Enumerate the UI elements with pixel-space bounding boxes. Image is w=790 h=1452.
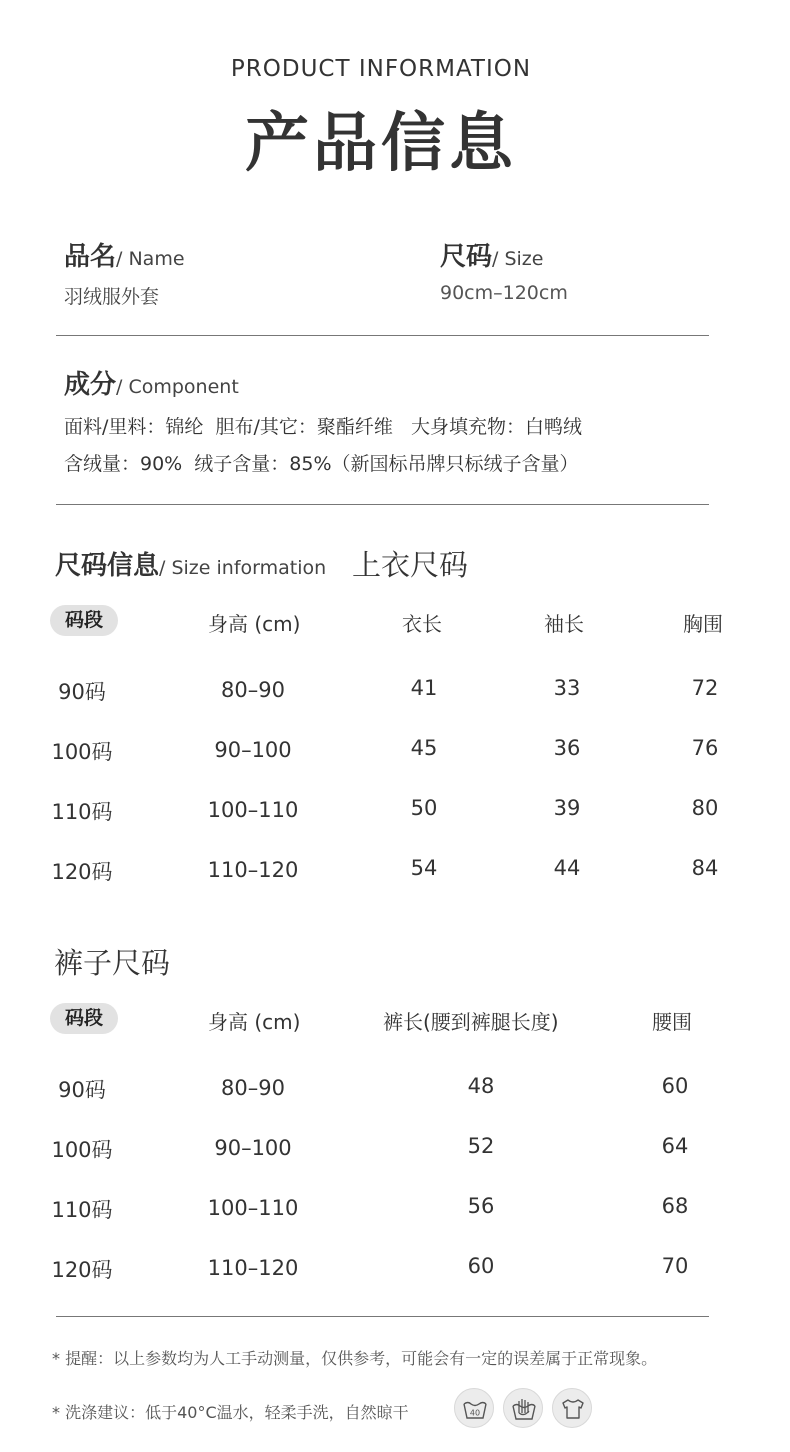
top-size-title: 上衣尺码 — [352, 548, 469, 582]
table-cell: 41 — [410, 676, 438, 700]
table-cell: 80 — [691, 796, 719, 820]
table-cell: 90–100 — [214, 1136, 292, 1160]
table-cell: 84 — [691, 856, 719, 880]
table-cell: 120码 — [51, 1258, 113, 1282]
table-cell: 44 — [553, 856, 581, 880]
table-cell: 100–110 — [207, 1196, 299, 1220]
table-cell: 90码 — [58, 680, 106, 704]
pants-header-length: 裤长(腰到裤腿长度) — [383, 1010, 559, 1034]
top-header-chest: 胸围 — [683, 612, 723, 636]
top-header-length: 衣长 — [402, 612, 442, 636]
table-cell: 80–90 — [221, 678, 285, 702]
table-cell: 45 — [410, 736, 438, 760]
table-cell: 110–120 — [207, 858, 299, 882]
pants-size-title: 裤子尺码 — [54, 946, 171, 980]
table-cell: 72 — [691, 676, 719, 700]
table-cell: 33 — [553, 676, 581, 700]
wash-note: * 洗涤建议：低于40°C温水，轻柔手洗，自然晾干 — [52, 1403, 409, 1422]
title-chinese: 产品信息 — [245, 107, 517, 181]
table-cell: 76 — [691, 736, 719, 760]
size-label — [440, 236, 543, 273]
table-cell: 68 — [661, 1194, 689, 1218]
name-label — [64, 236, 185, 273]
table-cell: 80–90 — [221, 1076, 285, 1100]
table-cell: 100码 — [51, 1138, 113, 1162]
component-label-en: / Component — [116, 376, 239, 398]
table-cell: 100码 — [51, 740, 113, 764]
component-line-2: 含绒量：90% 绒子含量：85%（新国标吊牌只标绒子含量） — [64, 453, 579, 475]
table-cell: 48 — [467, 1074, 495, 1098]
pants-header-segment: 码段 — [50, 1003, 118, 1034]
hang-dry-icon — [552, 1388, 592, 1428]
table-cell: 39 — [553, 796, 581, 820]
reminder-note: * 提醒：以上参数均为人工手动测量，仅供参考，可能会有一定的误差属于正常现象。 — [52, 1349, 658, 1368]
size-label-cn: 尺码 — [440, 242, 493, 272]
title-english: PRODUCT INFORMATION — [230, 56, 532, 82]
table-cell: 60 — [467, 1254, 495, 1278]
table-cell: 120码 — [51, 860, 113, 884]
table-cell: 90码 — [58, 1078, 106, 1102]
table-cell: 64 — [661, 1134, 689, 1158]
top-header-sleeve: 袖长 — [544, 612, 584, 636]
divider-1 — [56, 335, 709, 336]
component-line-1: 面料/里料：锦纶 胆布/其它：聚酯纤维 大身填充物：白鸭绒 — [64, 416, 583, 438]
size-label-en: / Size — [492, 248, 544, 270]
name-value: 羽绒服外套 — [64, 286, 160, 308]
component-label-cn: 成分 — [64, 370, 117, 400]
table-cell: 50 — [410, 796, 438, 820]
table-cell: 110–120 — [207, 1256, 299, 1280]
table-cell: 110码 — [51, 800, 113, 824]
divider-2 — [56, 504, 709, 505]
size-info-label-cn: 尺码信息 — [55, 551, 160, 581]
table-cell: 60 — [661, 1074, 689, 1098]
hand-wash-icon — [503, 1388, 543, 1428]
top-header-height: 身高 (cm) — [208, 612, 301, 636]
pants-header-height: 身高 (cm) — [208, 1010, 301, 1034]
wash-40-icon — [454, 1388, 494, 1428]
table-cell: 90–100 — [214, 738, 292, 762]
size-info-label — [55, 545, 326, 582]
table-cell: 54 — [410, 856, 438, 880]
table-cell: 100–110 — [207, 798, 299, 822]
table-cell: 52 — [467, 1134, 495, 1158]
table-cell: 70 — [661, 1254, 689, 1278]
component-label — [64, 364, 239, 401]
wash-temp-text: 40 — [469, 1408, 481, 1418]
table-cell: 110码 — [51, 1198, 113, 1222]
size-value: 90cm–120cm — [440, 282, 568, 304]
name-label-cn: 品名 — [64, 242, 117, 272]
table-cell: 56 — [467, 1194, 495, 1218]
name-label-en: / Name — [116, 248, 185, 270]
size-info-label-en: / Size information — [159, 557, 327, 579]
pants-header-waist: 腰围 — [652, 1010, 692, 1034]
top-header-segment: 码段 — [50, 605, 118, 636]
table-cell: 36 — [553, 736, 581, 760]
divider-3 — [56, 1316, 709, 1317]
